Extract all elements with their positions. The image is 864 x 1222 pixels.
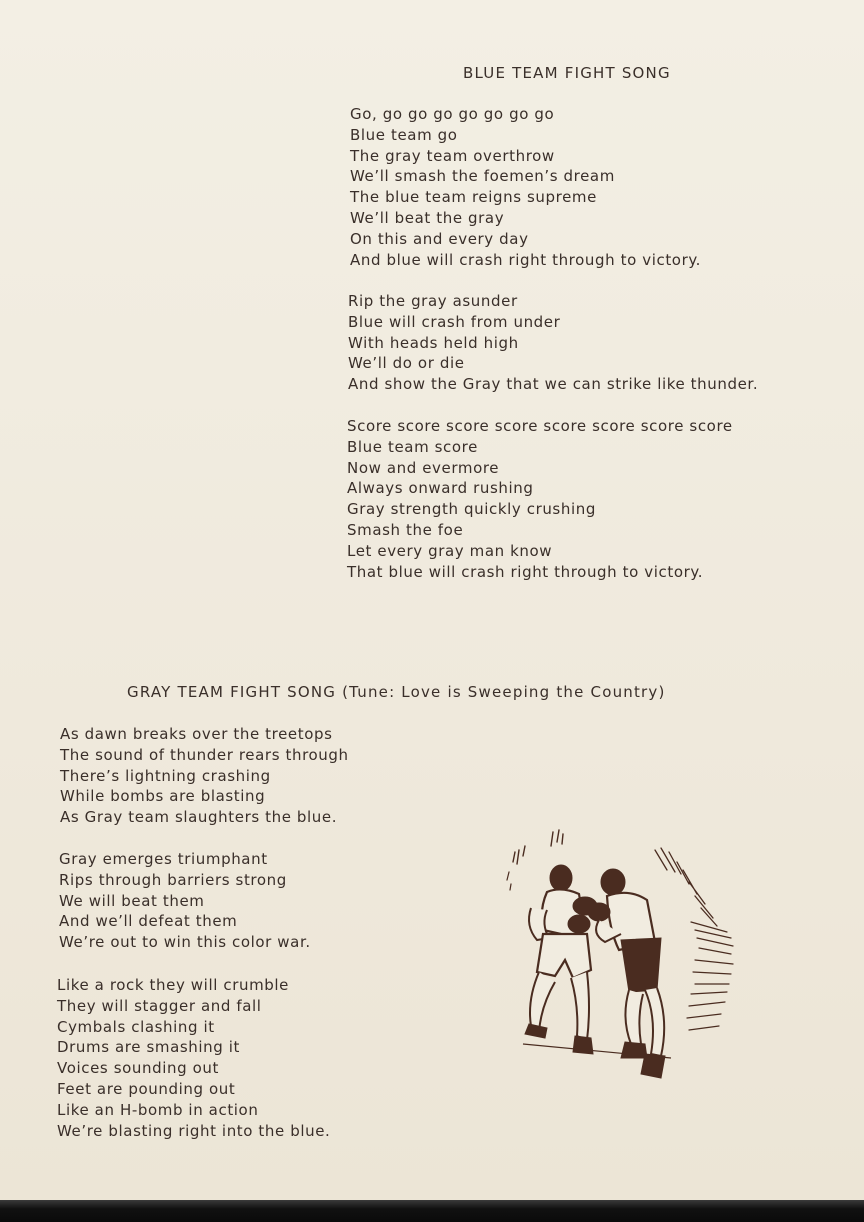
lyric-line: And blue will crash right through to victory.	[350, 250, 702, 269]
gray-song-stanza	[59, 849, 311, 953]
lyric-line: With heads held high	[348, 333, 519, 352]
lyric-line: That blue will crash right through to victory.	[347, 562, 704, 581]
lyric-line: Rips through barriers strong	[59, 870, 287, 889]
lyric-line: As dawn breaks over the treetops	[60, 725, 333, 743]
lyric-line: While bombs are blasting	[60, 787, 266, 806]
lyric-line: We will beat them	[59, 891, 205, 910]
lyric-line: Smash the foe	[347, 520, 464, 539]
lyric-line: Rip the gray asunder	[348, 292, 518, 310]
lyric-line: Cymbals clashing it	[57, 1017, 215, 1036]
lyric-line: Feet are pounding out	[57, 1079, 236, 1098]
lyric-line: They will stagger and fall	[57, 996, 262, 1015]
lyric-line: Drums are smashing it	[57, 1038, 240, 1057]
lyric-line: Score score score score score score score score	[347, 417, 733, 435]
lyric-line: And we’ll defeat them	[59, 912, 238, 931]
blue-song-stanza	[347, 416, 733, 582]
gray-song-stanza	[57, 975, 330, 1141]
lyric-line: Go, go go go go go go go	[350, 105, 555, 123]
lyric-line: On this and every day	[350, 229, 529, 248]
lyric-line: Always onward rushing	[347, 479, 534, 498]
lyric-line: Let every gray man know	[347, 541, 553, 560]
lyric-line: There’s lightning crashing	[60, 766, 271, 785]
lyric-line: The gray team overthrow	[350, 146, 555, 165]
lyric-line: We’ll do or die	[348, 354, 465, 373]
gray-song-stanza	[60, 724, 349, 828]
blue-song-title: BLUE TEAM FIGHT SONG	[463, 64, 671, 82]
lyric-line: Blue team score	[347, 437, 478, 456]
lyric-line: Blue team go	[350, 125, 458, 144]
lyric-line: Gray strength quickly crushing	[347, 500, 596, 519]
lyric-line: We’re blasting right into the blue.	[57, 1121, 331, 1140]
lyric-line: The blue team reigns supreme	[350, 188, 597, 207]
page-bottom-edge	[0, 1200, 864, 1222]
lyric-line: Gray emerges triumphant	[59, 850, 268, 868]
lyric-line: We’ll smash the foemen’s dream	[350, 167, 615, 186]
lyric-line: And show the Gray that we can strike like thunder.	[348, 375, 759, 394]
lyric-line: As Gray team slaughters the blue.	[60, 808, 338, 827]
boxers-illustration	[495, 822, 755, 1092]
lyric-line: Blue will crash from under	[348, 312, 561, 331]
gray-song-title: GRAY TEAM FIGHT SONG (Tune: Love is Sweeping the Country)	[127, 683, 666, 701]
blue-song-stanza	[350, 104, 701, 270]
lyric-line: We’ll beat the gray	[350, 208, 505, 227]
lyric-line: Now and evermore	[347, 458, 500, 477]
lyric-line: Like an H-bomb in action	[57, 1100, 259, 1119]
lyric-line: We’re out to win this color war.	[59, 933, 311, 952]
blue-song-stanza	[348, 291, 758, 395]
lyric-line: The sound of thunder rears through	[60, 745, 349, 764]
lyric-line: Voices sounding out	[57, 1059, 219, 1078]
lyric-line: Like a rock they will crumble	[57, 976, 289, 994]
